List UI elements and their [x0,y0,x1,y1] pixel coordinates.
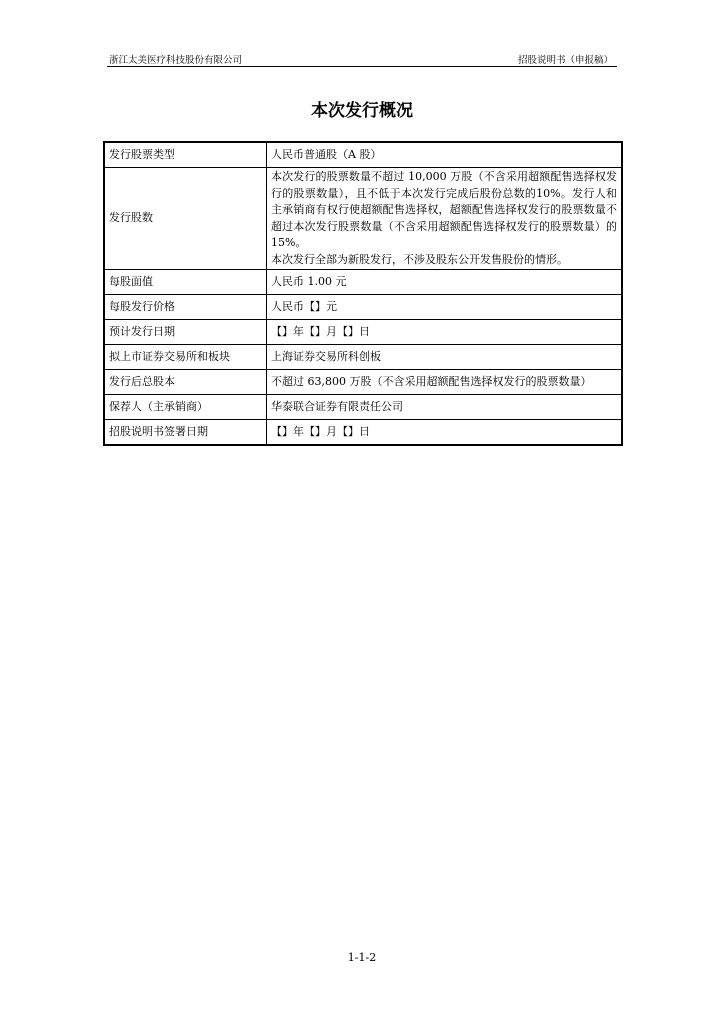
row-value-multiline [267,168,623,270]
page-title: 本次发行概况 [311,101,413,121]
row-label: 每股发行价格 [104,295,267,320]
table-row [104,270,622,295]
table-row [104,420,622,446]
row-value: 上海证券交易所科创板 [267,345,623,370]
row-value: 人民币【】元 [267,295,623,320]
table-row [104,320,622,345]
shares-issued-description: 本次发行的股票数量不超过 10,000 万股（不含采用超额配售选择权发行的股票数量），且不低于本次发行完成后股份总数的10%。发行人和主承销商有权行使超额配售选择权，超额配售选择权发行的股票数量不超过本次发行股票数量（不含采用超额配售选择权发行的股票数量）的 15%。 [271,170,617,249]
table-row [104,370,622,395]
table-row [104,295,622,320]
row-label: 预计发行日期 [104,320,267,345]
row-label: 发行股数 [104,168,267,270]
table-row [104,168,622,270]
row-value: 【】年【】月【】日 [267,420,623,446]
row-label: 每股面值 [104,270,267,295]
row-label: 招股说明书签署日期 [104,420,267,446]
row-value: 华泰联合证券有限责任公司 [267,395,623,420]
new-shares-note: 本次发行全部为新股发行，不涉及股东公开发售股份的情形。 [271,252,568,266]
row-value: 不超过 63,800 万股（不含采用超额配售选择权发行的股票数量） [267,370,623,395]
table-row [104,142,622,168]
page-header [107,50,617,67]
row-label: 发行股票类型 [104,142,267,168]
row-value: 人民币普通股（A 股） [267,142,623,168]
header-company-name: 浙江太美医疗科技股份有限公司 [109,55,243,66]
header-document-type: 招股说明书（申报稿） [517,55,613,66]
row-label: 发行后总股本 [104,370,267,395]
page-number: 1-1-2 [347,951,377,964]
row-value: 【】年【】月【】日 [267,320,623,345]
offering-summary-table [103,141,623,446]
row-label: 拟上市证券交易所和板块 [104,345,267,370]
row-label: 保荐人（主承销商） [104,395,267,420]
table-row [104,345,622,370]
row-value: 人民币 1.00 元 [267,270,623,295]
table-row [104,395,622,420]
